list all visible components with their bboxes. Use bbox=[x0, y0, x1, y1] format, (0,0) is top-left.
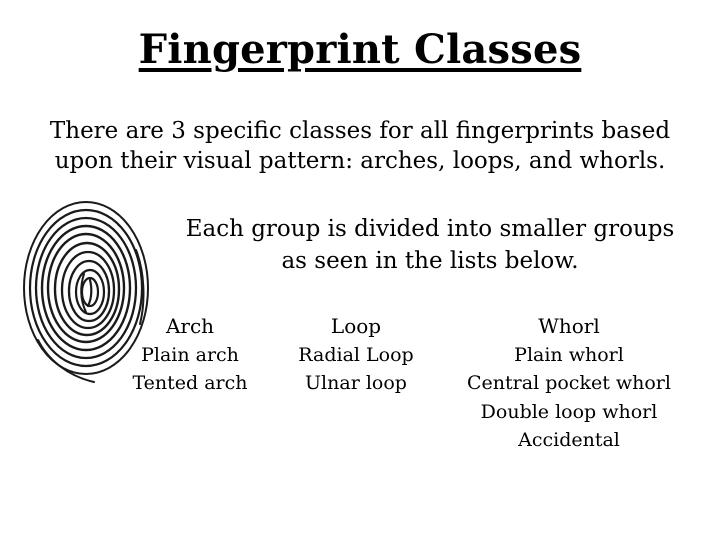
intro-text: There are 3 specific classes for all fingerprints based upon their visual pattern: arches, loops, and whorls. bbox=[49, 118, 671, 174]
list-item: Ulnar loop bbox=[305, 372, 407, 394]
subgroup-text: Each group is divided into smaller groups as seen in the lists below. bbox=[185, 216, 675, 274]
list-item: Plain arch bbox=[141, 343, 239, 366]
loop-heading: Loop bbox=[330, 314, 382, 338]
whorl-list bbox=[452, 341, 686, 455]
arch-list bbox=[118, 341, 262, 398]
whorl-heading: Whorl bbox=[538, 314, 600, 338]
list-item: Central pocket whorl bbox=[467, 372, 671, 394]
whorl-column bbox=[452, 312, 686, 455]
list-item: Plain whorl bbox=[514, 343, 624, 366]
loop-list bbox=[283, 341, 429, 398]
list-item: Accidental bbox=[518, 429, 620, 451]
list-item: Radial Loop bbox=[298, 343, 414, 366]
slide-title: Fingerprint Classes bbox=[138, 26, 582, 73]
arch-heading: Arch bbox=[165, 314, 215, 338]
arch-column bbox=[118, 312, 262, 398]
list-item: Double loop whorl bbox=[480, 400, 658, 423]
loop-column bbox=[283, 312, 429, 398]
list-item: Tented arch bbox=[132, 372, 248, 394]
